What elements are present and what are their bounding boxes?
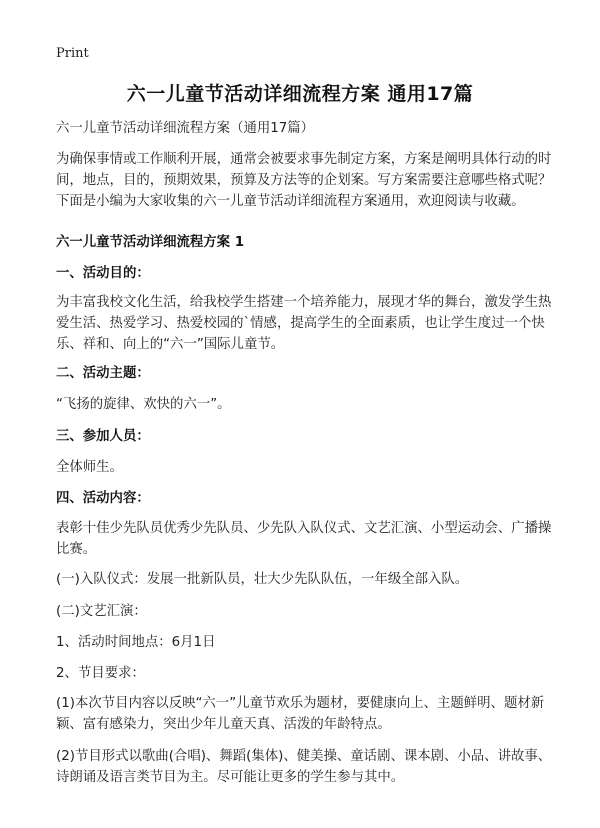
- list-item-time-place: 1、活动时间地点：6月1日: [56, 635, 216, 650]
- section-purpose-heading: 一、活动目的：: [56, 266, 150, 281]
- section-content-body: 表彰十佳少先队员优秀少先队员、少先队入队仪式、文艺汇演、小型运动会、广播操比赛。: [56, 521, 552, 557]
- document-title: 六一儿童节活动详细流程方案 通用17篇: [126, 83, 474, 105]
- print-link[interactable]: Print: [56, 46, 89, 61]
- intro-paragraph: 为确保事情或工作顺利开展，通常会被要求事先制定方案，方案是阐明具体行动的时间，地点，目的，预期效果，预算及方法等的企划案。写方案需要注意哪些格式呢？下面是小编为大家收集的六一儿童节活动详细流程方案通用，欢迎阅读与收藏。: [56, 152, 552, 209]
- section-participants-heading: 三、参加人员：: [56, 429, 150, 444]
- document-subtitle: 六一儿童节活动详细流程方案（通用17篇）: [56, 121, 315, 136]
- requirement-2: (2)节目形式以歌曲(合唱)、舞蹈(集体)、健美操、童话剧、课本剧、小品、讲故事、诗朗诵及语言类节目为主。尽可能让更多的学生参与其中。: [56, 749, 552, 785]
- section-participants-body: 全体师生。: [56, 460, 123, 475]
- list-item-requirements: 2、节目要求：: [56, 666, 145, 681]
- section-theme-heading: 二、活动主题：: [56, 366, 150, 381]
- requirement-1: (1)本次节目内容以反映“六一”儿童节欢乐为题材，要健康向上、主题鲜明、题材新颖、富有感染力，突出少年儿童天真、活泼的年龄特点。: [56, 696, 545, 732]
- plan-heading: 六一儿童节活动详细流程方案 1: [56, 235, 245, 250]
- section-purpose-body: 为丰富我校文化生活，给我校学生搭建一个培养能力，展现才华的舞台，激发学生热爱生活、热爱学习、热爱校园的`情感，提高学生的全面素质，也让学生度过一个快乐、祥和、向上的“六一”国际儿童节。: [56, 295, 552, 352]
- section-theme-body: “飞扬的旋律、欢快的六一”。: [56, 397, 231, 412]
- list-item-induction: (一)入队仪式：发展一批新队员，壮大少先队队伍，一年级全部入队。: [56, 572, 469, 587]
- list-item-performance: (二)文艺汇演：: [56, 604, 147, 619]
- section-content-heading: 四、活动内容：: [56, 491, 150, 506]
